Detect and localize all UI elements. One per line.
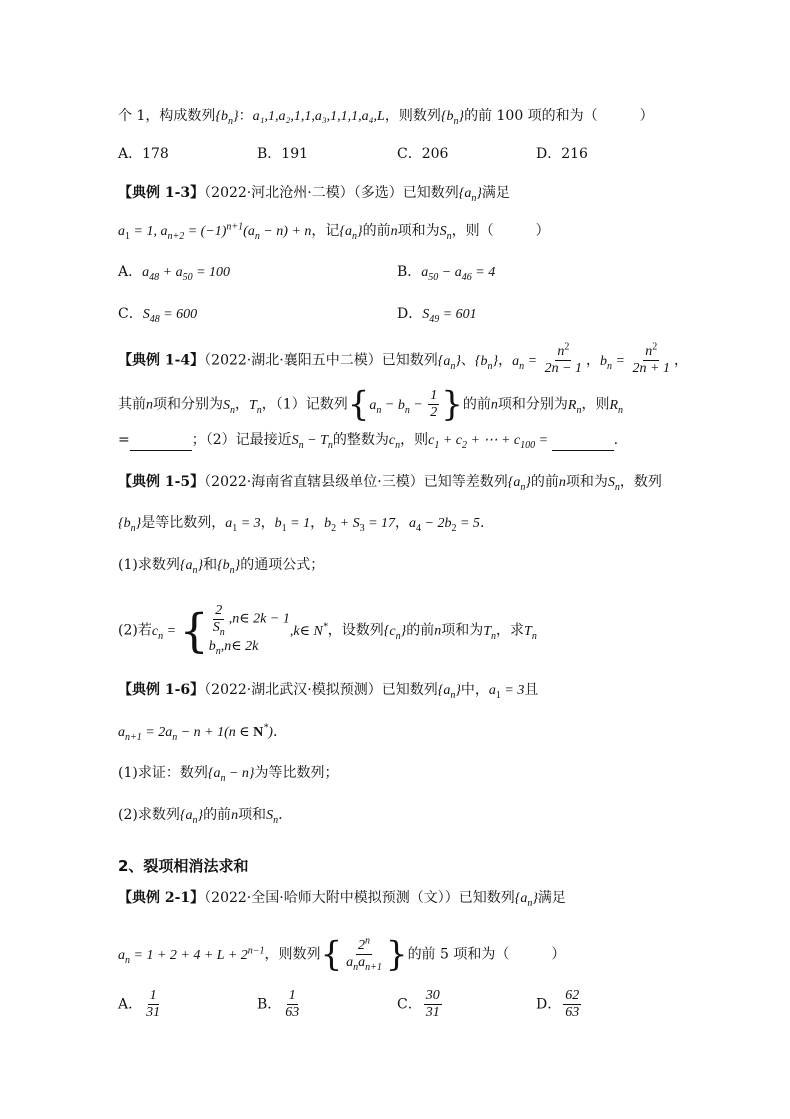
example-1-4-line3: = ；（2）记最接近$S_n - T_n$的整数为$c_n$，则$c_1 + c_2$ + ⋯ + $c_{100}$ = . — [118, 432, 619, 451]
option-c[interactable]: C．$S_{48} = 600$ — [118, 306, 198, 325]
option-b[interactable]: B．191 — [257, 146, 309, 162]
section-heading: 2、裂项相消法求和 — [118, 857, 249, 875]
option-a[interactable]: A．178 — [118, 146, 169, 162]
option-b[interactable]: B． $\frac{1}{63}$ — [257, 988, 300, 1020]
option-a[interactable]: A． $\frac{1}{31}$ — [118, 988, 161, 1020]
example-1-5-part1: (1)求数列$\{a_n\}$和$\{b_n\}$的通项公式； — [118, 557, 325, 576]
example-1-4-header: 【典例 1-4】（2022·湖北·襄阳五中二模）已知数列$\{a_n\}$、$\{b_n\}$，$a_n$ = $\frac{n^2}{2n - 1}$ ，$b_n$ = $\frac{n^2}{2n + 1}$ ， — [118, 341, 688, 376]
option-c[interactable]: C． $\frac{30}{31}$ — [397, 988, 440, 1020]
example-1-6-part2: (2)求数列$\{a_n\}$的前n项和$S_n$. — [118, 807, 283, 826]
example-2-1-formula: $a_n = 1 + 2 + 4 + L + 2^{n-1}$，则数列{ $\frac{2^n}{a_na_{n+1}}$ }的前 5 项和为（ ） — [118, 934, 566, 975]
option-d[interactable]: D．$S_{49} = 601$ — [397, 306, 477, 325]
example-1-4-line2: 其前n项和分别为$S_n$，$T_n$，（1）记数列{$a_n - b_n$ − $\frac{1}{2}$ }的前n项和分别为$R_n$，则$R_n$ — [118, 384, 624, 425]
answer-blank[interactable] — [552, 434, 614, 451]
option-c[interactable]: C．206 — [397, 146, 449, 162]
intro-text: 个 1，构成数列 — [118, 108, 216, 124]
answer-blank[interactable] — [130, 434, 192, 451]
example-1-3-header: 【典例 1-3】（2022·河北沧州·二模）（多选）已知数列$\{a_n\}$满足 — [118, 185, 510, 204]
example-1-6-part1: (1)求证：数列$\{a_n - n\}$为等比数列； — [118, 765, 339, 784]
intro-line: 个 1，构成数列$\{b_n\}$：a₁,1,a₂,1,1,a₃,1,1,1,a₄,L，则数列$\{b_n\}$的前 100 项的和为（ ） — [118, 108, 654, 127]
example-1-6-header: 【典例 1-6】（2022·湖北武汉·模拟预测）已知数列$\{a_n\}$中，$a_1 = 3$且 — [118, 682, 539, 701]
option-a[interactable]: A．$a_{48} + a_{50} = 100$ — [118, 264, 231, 283]
example-1-5-header: 【典例 1-5】（2022·海南省直辖县级单位·三模）已知等差数列$\{a_n\}$的前n项和为$S_n$，数列 — [118, 474, 662, 493]
example-1-5-part2: (2)若$c_n$ = { $\frac{2}{S_n}$ ,n∈ 2k − 1 $b_n,n\in$ 2k ,k∈ N*，设数列$\{c_n\}$的前n项和为$T_n$，求$T_n$ — [118, 603, 537, 658]
intro-tail: ，则数列 — [384, 108, 441, 124]
option-d[interactable]: D．216 — [536, 146, 588, 162]
intro-seq: a₁,1,a₂,1,1,a₃,1,1,1,a₄,L — [252, 109, 385, 124]
example-source: （2022·河北沧州·二模）（多选）已知数列 — [204, 185, 459, 201]
example-2-1-header: 【典例 2-1】（2022·全国·哈师大附中模拟预测（文））已知数列$\{a_n\}$满足 — [118, 890, 566, 909]
example-1-3-formula: $a_1 = 1$, $a_{n+2} = (-1)^{n+1}(a_n - n) + n$，记$\{a_n\}$的前n项和为$S_n$，则（ ） — [118, 221, 550, 242]
option-b[interactable]: B．$a_{50} - a_{46} = 4$ — [397, 264, 496, 283]
example-1-5-line2: $\{b_n\}$是等比数列，$a_1 = 3$，$b_1 = 1$，$b_2 + S_3 = 17$，$a_4 - 2b_2 = 5$. — [118, 515, 485, 534]
option-d[interactable]: D． $\frac{62}{63}$ — [536, 988, 580, 1020]
example-1-6-formula: $a_{n+1} = 2a_n - n + 1(n$ ∈ N*). — [118, 722, 278, 743]
intro-question: 的前 100 项的和为（ ） — [464, 108, 654, 124]
example-label: 【典例 1-3】 — [118, 185, 205, 201]
